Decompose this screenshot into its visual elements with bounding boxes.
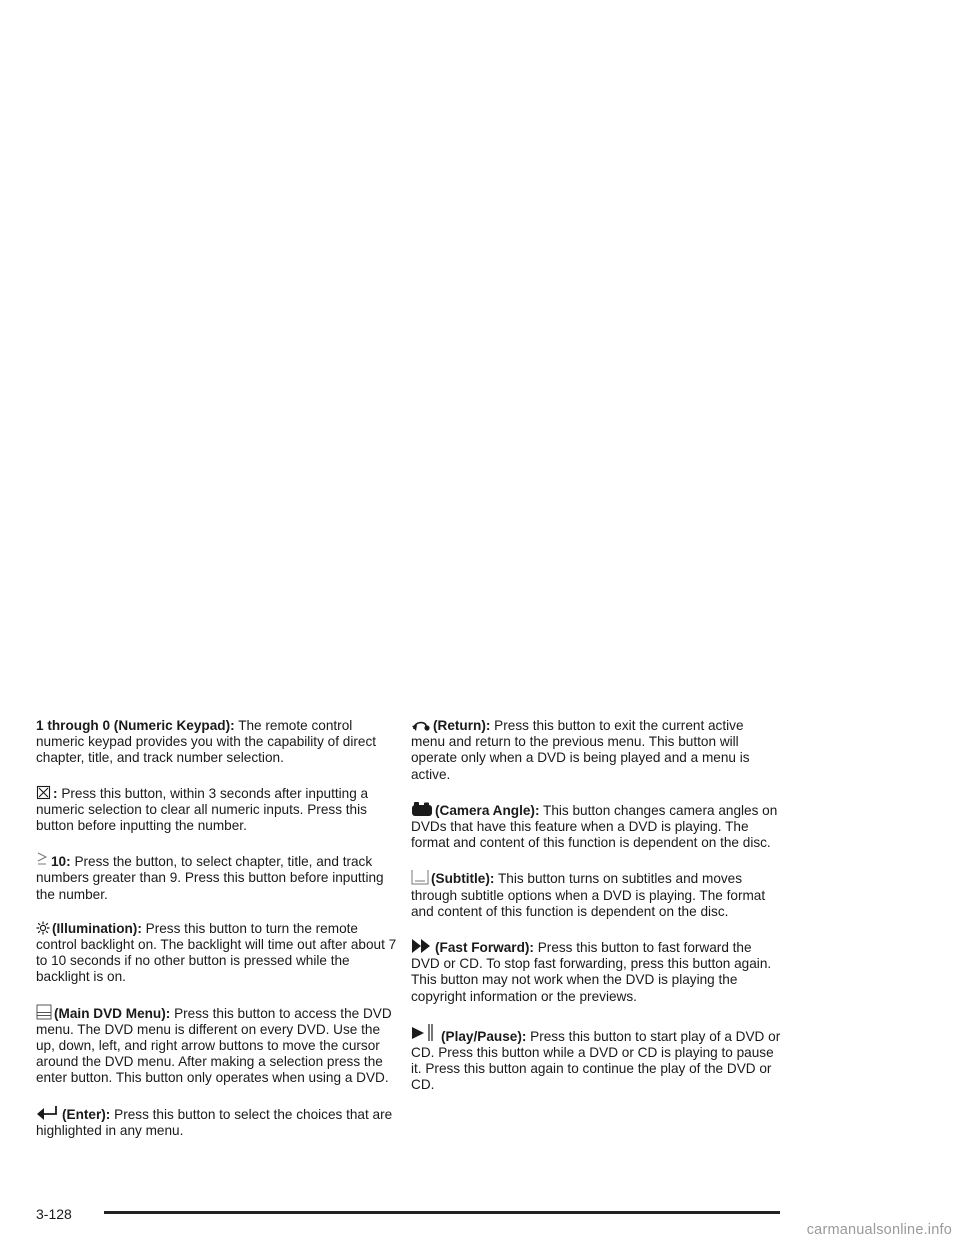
play-pause-icon bbox=[411, 1023, 439, 1043]
clear-icon bbox=[36, 785, 51, 800]
entry-term: (Return): bbox=[433, 718, 491, 733]
right-column bbox=[411, 718, 781, 1112]
entry-body: Press this button, within 3 seconds after inputting a numeric selection to clear all numeric inputs. Press this button before inputting the number. bbox=[36, 785, 369, 834]
entry-term: (Main DVD Menu): bbox=[54, 1005, 171, 1021]
entry-main-dvd-menu bbox=[36, 1004, 398, 1087]
entry-body: Press this button to access the DVD menu. The DVD menu is different on every DVD. Use the up, down, left, and right arrow buttons to move the cursor around the DVD menu. After making a selection press the enter button. This button only operates when using a DVD. bbox=[36, 1005, 392, 1086]
entry-return bbox=[411, 718, 781, 783]
entry-body: This button turns on subtitles and moves through subtitle options when a DVD is playing. The format and content of this function is dependent on the disc. bbox=[411, 871, 766, 919]
entry-body: The remote control numeric keypad provides you with the capability of direct chapter, title, and track number selection. bbox=[36, 718, 377, 766]
entry-body: Press this button to start play of a DVD or CD. Press this button while a DVD or CD is playing to pause it. Press this button again to continue the play of the DVD or CD. bbox=[411, 1028, 781, 1093]
subtitle-icon bbox=[411, 869, 429, 885]
return-icon bbox=[411, 718, 431, 732]
entry-body: This button changes camera angles on DVDs that have this feature when a DVD is playing. The format and content of this function is dependent on the disc. bbox=[411, 802, 778, 851]
entry-numeric-keypad bbox=[36, 718, 398, 767]
entry-term: (Illumination): bbox=[52, 920, 142, 936]
entry-term: (Play/Pause): bbox=[441, 1028, 527, 1044]
left-column bbox=[36, 718, 398, 1157]
entry-greater-10 bbox=[36, 852, 398, 903]
fast-forward-icon bbox=[411, 938, 433, 954]
entry-term: : bbox=[53, 785, 58, 801]
footer-rule bbox=[104, 1211, 780, 1214]
entry-illumination bbox=[36, 921, 398, 986]
enter-icon bbox=[36, 1105, 60, 1121]
menu-icon bbox=[36, 1004, 52, 1020]
camera-icon bbox=[411, 801, 433, 817]
entry-term: 10: bbox=[51, 854, 71, 870]
entry-clear bbox=[36, 785, 398, 835]
entry-play-pause bbox=[411, 1023, 781, 1094]
entry-body: Press this button to turn the remote control backlight on. The backlight will time out after about 7 to 10 seconds if no other button is pressed while the backlight is on. bbox=[36, 920, 397, 985]
entry-body: Press the button, to select chapter, title, and track numbers greater than 9. Press this button before inputting the number. bbox=[36, 854, 384, 902]
entry-fast-forward bbox=[411, 938, 781, 1005]
entry-term: (Enter): bbox=[62, 1106, 111, 1122]
greater-equal-icon bbox=[36, 852, 49, 868]
entry-body: Press this button to fast forward the DVD or CD. To stop fast forwarding, press this button again. This button may not work when the DVD is playing the copyright information or the previews. bbox=[411, 940, 772, 1004]
entry-enter bbox=[36, 1105, 398, 1139]
entry-term: (Camera Angle): bbox=[435, 802, 540, 818]
entry-subtitle bbox=[411, 869, 781, 920]
entry-body: Press this button to select the choices that are highlighted in any menu. bbox=[36, 1106, 393, 1138]
entry-body: Press this button to exit the current active menu and return to the previous menu. This button will operate only when a DVD is being played and a menu is active. bbox=[411, 718, 750, 782]
page-number: 3-128 bbox=[36, 1206, 72, 1222]
entry-camera-angle bbox=[411, 801, 781, 852]
illumination-icon bbox=[36, 921, 50, 935]
entry-term: (Fast Forward): bbox=[435, 940, 534, 956]
entry-term: 1 through 0 (Numeric Keypad): bbox=[36, 718, 235, 733]
entry-term: (Subtitle): bbox=[431, 871, 495, 887]
watermark[interactable]: carmanualsonline.info bbox=[806, 1222, 952, 1238]
